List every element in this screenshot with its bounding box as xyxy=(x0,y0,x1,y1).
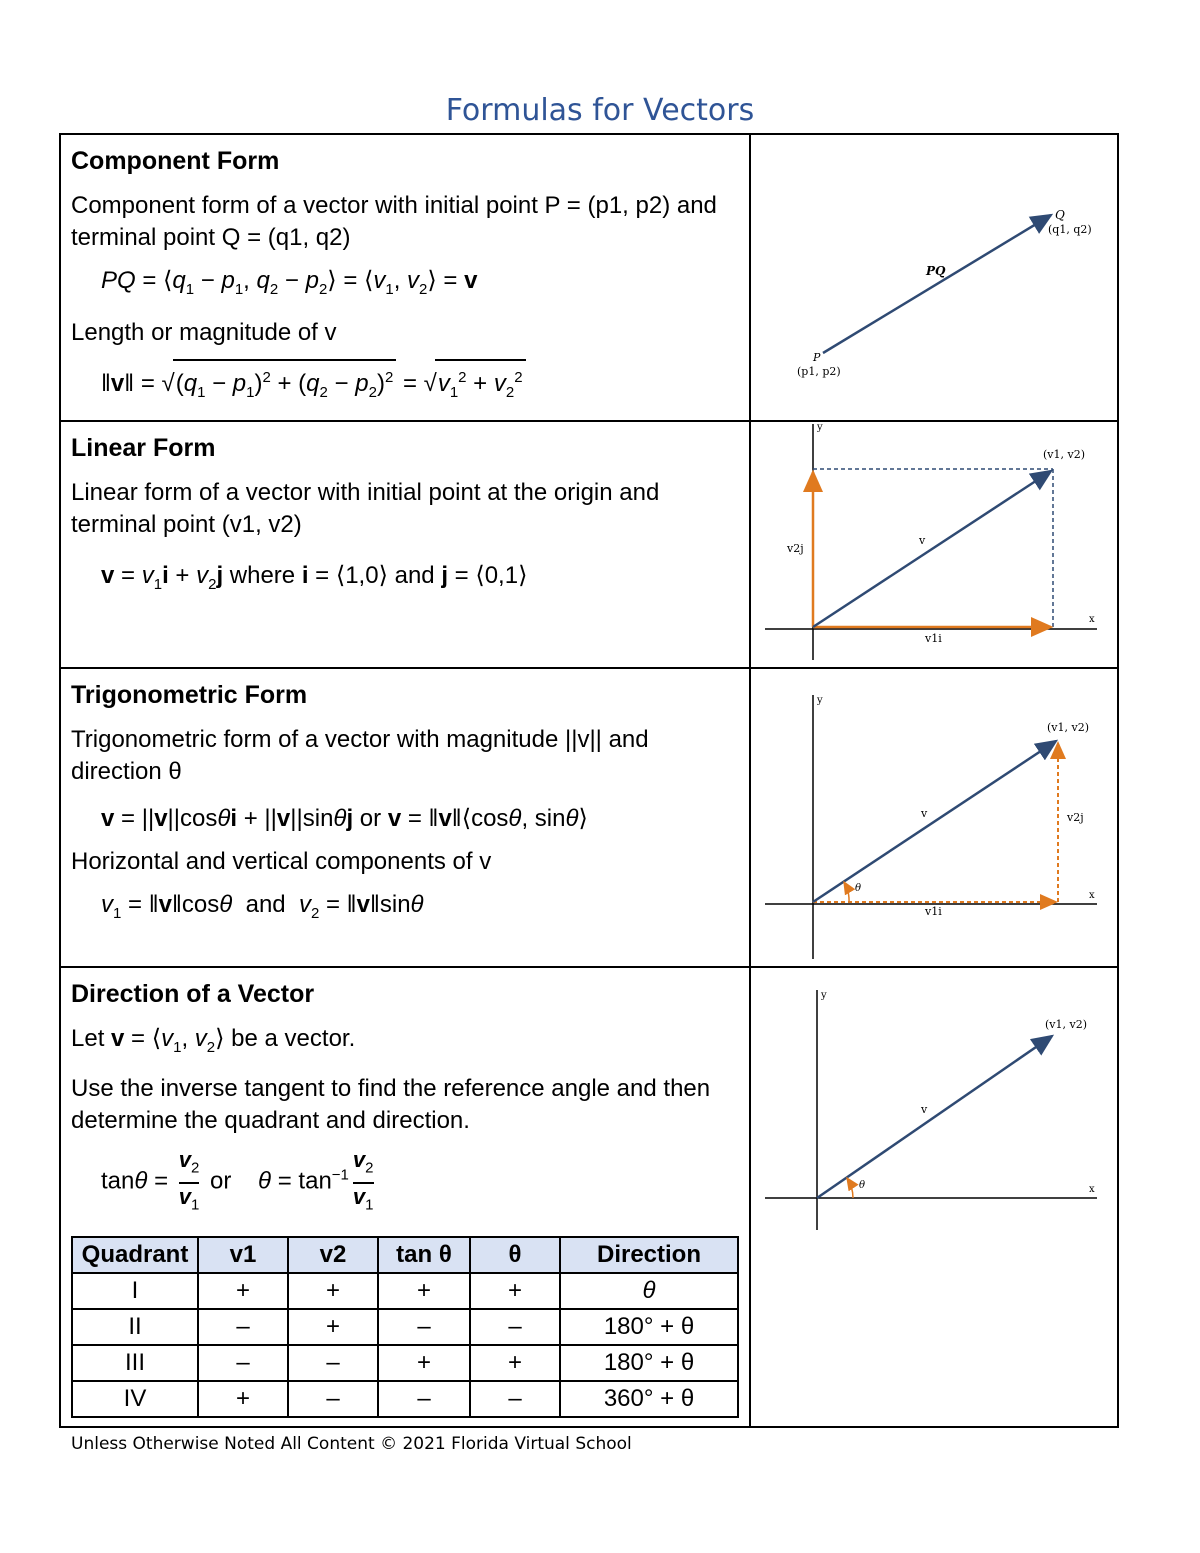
direction-text xyxy=(60,967,750,1427)
v1-header: v1 xyxy=(198,1237,288,1273)
v1i-label: v1i xyxy=(925,631,942,645)
table-cell: – xyxy=(288,1345,378,1381)
v2j-label: v2j xyxy=(787,541,804,555)
theta-label: θ xyxy=(859,1179,866,1191)
component-form-row xyxy=(60,134,1118,421)
component-form-formula: PQ = $⟨q_1 - p_1$, $q_2$ − $p_2⟩$ = $⟨v_1$, $v_2⟩ = v$ xyxy=(101,267,478,298)
length-label: Length or magnitude of v xyxy=(71,318,337,346)
y-axis-label: y xyxy=(817,694,823,706)
table-cell: – xyxy=(378,1309,470,1345)
linear-form-row xyxy=(60,421,1118,668)
direction-let: Let $v = ⟨v_1$, $v_2⟩$ be a vector. xyxy=(71,1024,356,1056)
tan-header: tan θ xyxy=(378,1237,470,1273)
component-form-heading: Component Form xyxy=(71,147,280,175)
direction-vector-diagram xyxy=(751,968,1117,1238)
v-label: v xyxy=(921,806,928,820)
point-label: (v1, v2) xyxy=(1045,1017,1088,1031)
linear-form-formula: $v = v_1i + v_2j$ where i = ⟨1,0⟩ and j = ⟨0,1⟩ xyxy=(101,561,528,593)
direction-formula: tanθ = $\frac{v_2}{v_1}$ or $\theta = \tan^{-1}$ $\frac{v_2}{v_1}$ xyxy=(101,1147,374,1214)
components-formula: $v_1$ = ‖v‖cosθ and $v_2$ = ‖v‖sinθ xyxy=(101,890,424,922)
trig-form-desc: Trigonometric form of a vector with magnitude ||v|| and direction θ xyxy=(71,725,649,785)
table-cell: – xyxy=(470,1309,560,1345)
theta-label: θ xyxy=(855,882,862,894)
table-cell: 180° + θ xyxy=(560,1309,738,1345)
v-vector-arrow xyxy=(817,1036,1052,1198)
formula-table xyxy=(59,133,1119,1428)
table-cell: – xyxy=(378,1381,470,1417)
page-title: Formulas for Vectors xyxy=(445,93,755,128)
v-vector-arrow xyxy=(813,471,1051,627)
linear-form-desc: Linear form of a vector with initial point at the origin and terminal point (v1, v2) xyxy=(71,478,660,538)
table-cell: IV xyxy=(72,1381,198,1417)
v2j-label: v2j xyxy=(1067,810,1084,824)
theta-arc xyxy=(847,1178,853,1198)
trig-vector-diagram xyxy=(751,669,1117,961)
direction-header: Direction xyxy=(560,1237,738,1273)
table-cell: θ xyxy=(560,1273,738,1309)
table-cell: + xyxy=(198,1381,288,1417)
table-row xyxy=(72,1309,738,1345)
components-label: Horizontal and vertical components of v xyxy=(71,847,492,875)
trig-form-row xyxy=(60,668,1118,967)
p-coords: (p1, p2) xyxy=(797,365,841,378)
point-label: (v1, v2) xyxy=(1043,447,1086,461)
magnitude-formula: ‖v‖ = $√(q_1 - p_1)^2 + (q_2 - p_2)^2 = √v_1^2 + v_2^2$ xyxy=(101,359,739,410)
component-form-figure xyxy=(750,134,1118,421)
q-coords: (q1, q2) xyxy=(1048,223,1092,236)
linear-form-text xyxy=(60,421,750,668)
table-cell: + xyxy=(470,1345,560,1381)
trig-form-text xyxy=(60,668,750,967)
table-cell: + xyxy=(288,1309,378,1345)
v-label: v xyxy=(919,533,926,547)
footer: Unless Otherwise Noted All Content © 2021 Florida Virtual School xyxy=(71,1434,632,1454)
table-row xyxy=(72,1345,738,1381)
table-cell: + xyxy=(470,1273,560,1309)
table-cell: + xyxy=(378,1345,470,1381)
trig-form-figure xyxy=(750,668,1118,967)
linear-vector-diagram xyxy=(751,422,1117,662)
table-cell: III xyxy=(72,1345,198,1381)
y-axis-label: y xyxy=(817,421,823,433)
trig-form-heading: Trigonometric Form xyxy=(71,680,308,709)
table-cell: – xyxy=(198,1309,288,1345)
q-label: Q xyxy=(1055,208,1065,222)
component-form-text xyxy=(60,134,750,421)
quadrant-table xyxy=(71,1236,739,1418)
theta-header: θ xyxy=(470,1237,560,1273)
trig-form-formula: v = ||v||cosθi + ||v||sinθj or v = ‖v‖⟨cosθ, sinθ⟩ xyxy=(101,804,588,832)
component-form-desc: Component form of a vector with initial point P = (p1, p2) and terminal point Q = (q1, q2) xyxy=(71,192,717,251)
direction-use-text: Use the inverse tangent to find the reference angle and then determine the quadrant and direction. xyxy=(71,1075,711,1135)
p-label: P xyxy=(813,351,821,364)
v-vector-arrow xyxy=(813,741,1056,902)
y-axis-label: y xyxy=(821,989,827,1001)
table-cell: – xyxy=(288,1381,378,1417)
linear-form-heading: Linear Form xyxy=(71,433,216,462)
table-cell: I xyxy=(72,1273,198,1309)
table-row xyxy=(72,1381,738,1417)
pq-vector-diagram xyxy=(751,135,1117,400)
table-row xyxy=(72,1273,738,1309)
v1i-label: v1i xyxy=(925,904,942,918)
v-label: v xyxy=(921,1102,928,1116)
pq-label: PQ xyxy=(926,264,946,278)
direction-row xyxy=(60,967,1118,1427)
table-cell: – xyxy=(470,1381,560,1417)
table-cell: + xyxy=(378,1273,470,1309)
table-cell: II xyxy=(72,1309,198,1345)
x-axis-label: x xyxy=(1089,613,1095,625)
direction-figure xyxy=(750,967,1118,1427)
direction-heading: Direction of a Vector xyxy=(71,979,315,1008)
pq-vector-arrow xyxy=(823,215,1051,353)
linear-form-figure xyxy=(750,421,1118,668)
table-cell: + xyxy=(198,1273,288,1309)
v2-header: v2 xyxy=(288,1237,378,1273)
quadrant-header: Quadrant xyxy=(72,1237,198,1273)
table-cell: – xyxy=(198,1345,288,1381)
theta-arc xyxy=(844,882,849,902)
table-cell: + xyxy=(288,1273,378,1309)
table-cell: 360° + θ xyxy=(560,1381,738,1417)
point-label: (v1, v2) xyxy=(1047,720,1090,734)
x-axis-label: x xyxy=(1089,1183,1095,1195)
table-cell: 180° + θ xyxy=(560,1345,738,1381)
x-axis-label: x xyxy=(1089,889,1095,901)
